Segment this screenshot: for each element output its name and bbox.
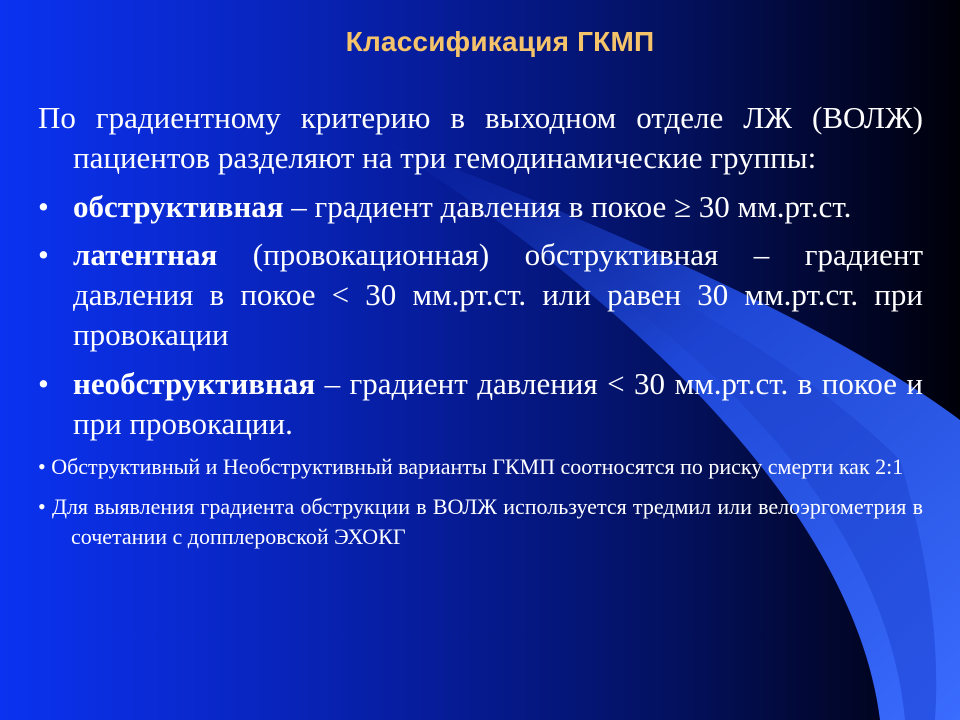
note-item-risk [38, 452, 923, 482]
bullet-marker: • [38, 236, 49, 272]
group-item-latent [38, 235, 923, 356]
slide-body [38, 98, 923, 562]
group-description: – градиент давления в покое ≥ 30 мм.рт.ст. [283, 188, 852, 224]
group-term: латентная [73, 236, 218, 272]
note-item-detection [38, 492, 923, 552]
group-item-obstructive [38, 187, 923, 227]
group-description: – градиент давления < 30 мм.рт.ст. в покое и при провокации. [73, 365, 923, 442]
note-text: Обструктивный и Необструктивный варианты ГКМП соотносятся по риску смерти как 2:1 [51, 454, 904, 480]
group-term: обструктивная [73, 188, 284, 224]
bullet-marker: • [38, 365, 49, 401]
slide-title: Классификация ГКМП [345, 26, 655, 57]
intro-paragraph: По градиентному критерию в выходном отделе ЛЖ (ВОЛЖ) пациентов разделяют на три гемодинамические группы: [38, 100, 923, 176]
group-term: необструктивная [73, 365, 316, 401]
group-item-nonobstructive [38, 364, 923, 445]
bullet-marker: • [38, 494, 46, 520]
bullet-marker: • [38, 454, 46, 480]
note-text: Для выявления градиента обструкции в ВОЛЖ используется тредмил или велоэргометрия в сочетании с допплеровской ЭХОКГ [51, 494, 923, 550]
bullet-marker: • [38, 188, 49, 224]
group-description: (провокационная) обструктивная – градиент давления в покое < 30 мм.рт.ст. или равен 30 мм.рт.ст. при провокации [73, 236, 923, 353]
